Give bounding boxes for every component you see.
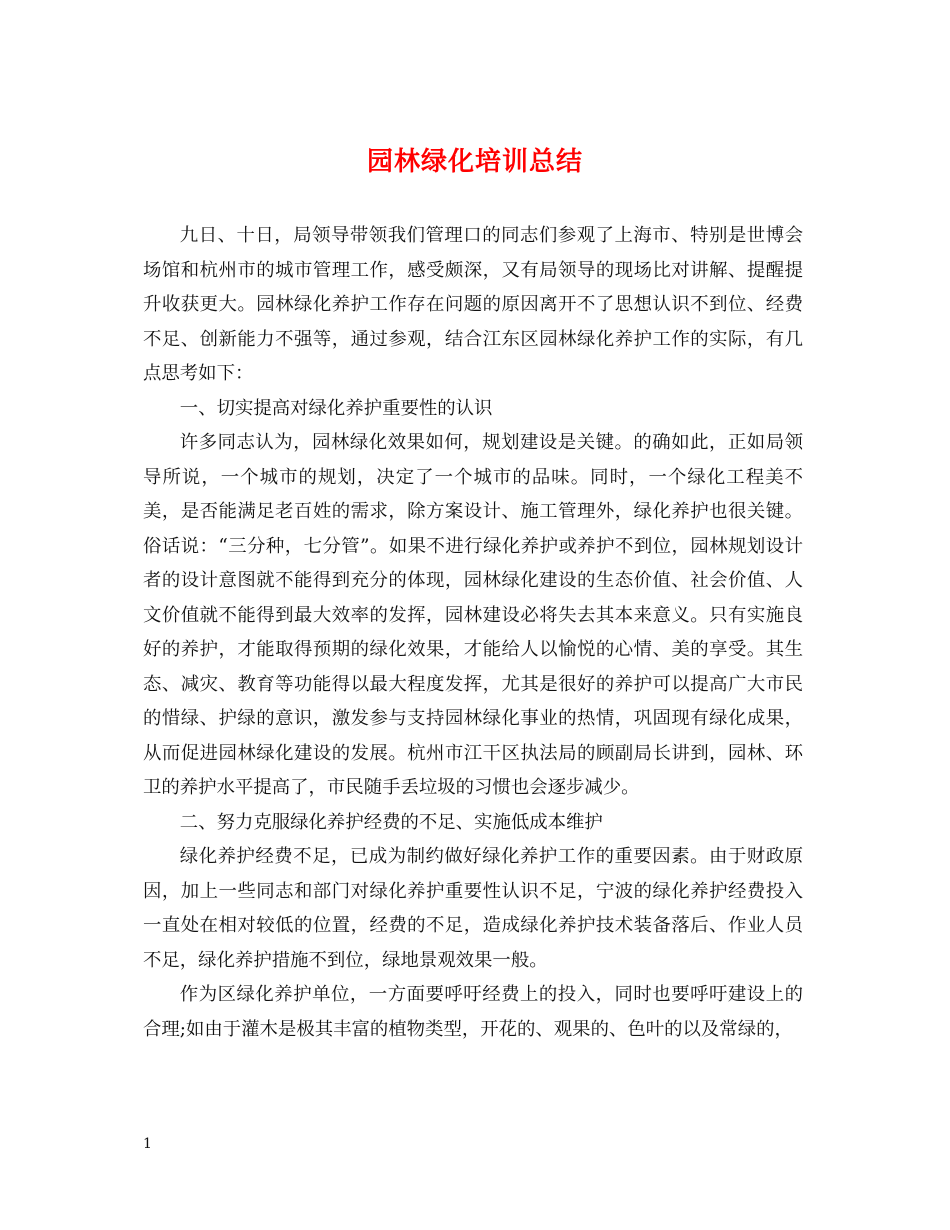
- section-heading-2: 二、努力克服绿化养护经费的不足、实施低成本维护: [179, 811, 603, 833]
- section-heading-1: 一、切实提高对绿化养护重要性的认识: [179, 397, 493, 419]
- paragraph-section-1: 许多同志认为，园林绿化效果如何，规划建设是关键。的确如此，正如局领导所说，一个城市的规划，决定了一个城市的品味。同时，一个绿化工程美不美，是否能满足老百姓的需求，除方案设计、施工管理外，绿化养护也很关键。俗话说：“三分种，七分管”。如果不进行绿化养护或养护不到位，园林规划设计者的设计意图就不能得到充分的体现，园林绿化建设的生态价值、社会价值、人文价值就不能得到最大效率的发挥，园林建设必将失去其本来意义。只有实施良好的养护，才能取得预期的绿化效果，才能给人以愉悦的心情、美的享受。其生态、减灾、教育等功能得以最大程度发挥，尤其是很好的养护可以提高广大市民的惜绿、护绿的意识，激发参与支持园林绿化事业的热情，巩固现有绿化成果，从而促进园林绿化建设的发展。杭州市江干区执法局的顾副局长讲到，园林、环卫的养护水平提高了，市民随手丢垃圾的习惯也会逐步减少。: [143, 432, 803, 798]
- paragraph-intro: 九日、十日，局领导带领我们管理口的同志们参观了上海市、特别是世博会场馆和杭州市的城市管理工作，感受颇深，又有局领导的现场比对讲解、提醒提升收获更大。园林绿化养护工作存在问题的原因离开不了思想认识不到位、经费不足、创新能力不强等，通过参观，结合江东区园林绿化养护工作的实际，有几点思考如下：: [143, 225, 803, 384]
- paragraph-section-2: 绿化养护经费不足，已成为制约做好绿化养护工作的重要因素。由于财政原因，加上一些同志和部门对绿化养护重要性认识不足，宁波的绿化养护经费投入一直处在相对较低的位置，经费的不足，造成绿化养护技术装备落后、作业人员不足，绿化养护措施不到位，绿地景观效果一般。: [143, 846, 803, 971]
- document-body: [143, 219, 803, 1047]
- page-number: 1: [143, 1136, 152, 1152]
- document-title: 园林绿化培训总结: [366, 147, 583, 177]
- paragraph-section-2-continued: 作为区绿化养护单位，一方面要呼吁经费上的投入，同时也要呼吁建设上的合理;如由于灌木是极其丰富的植物类型，开花的、观果的、色叶的以及常绿的，: [143, 984, 803, 1040]
